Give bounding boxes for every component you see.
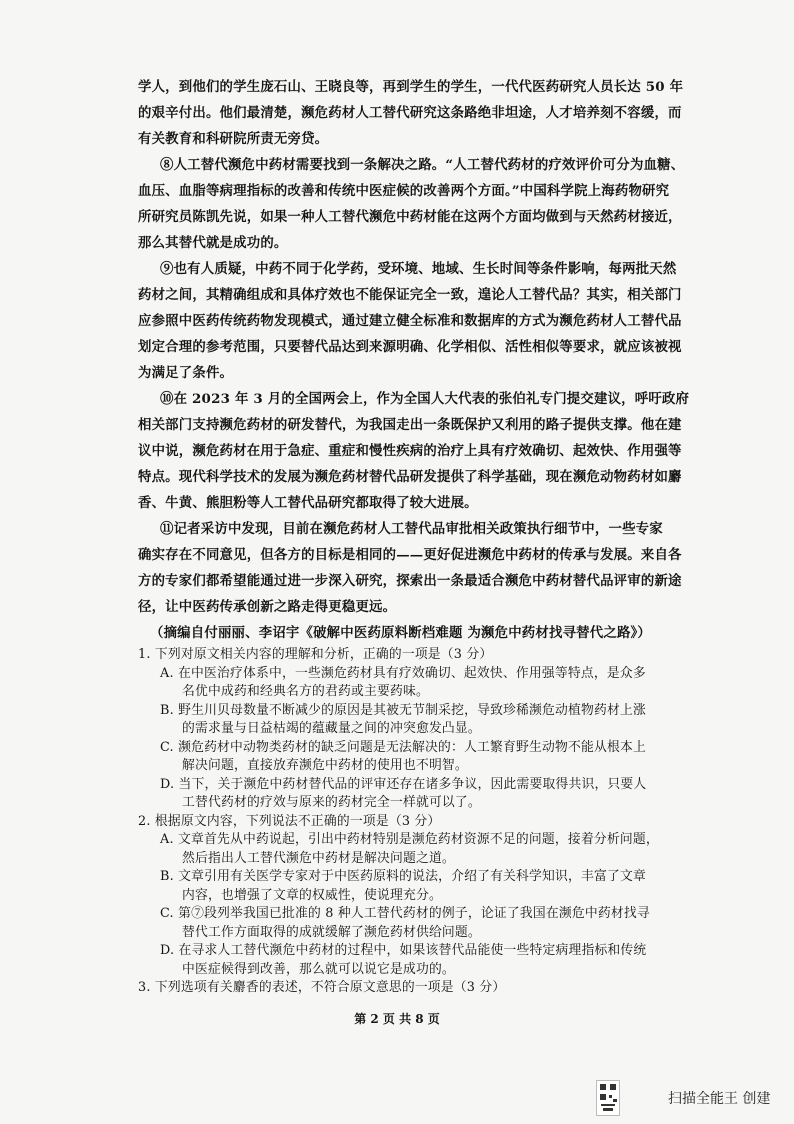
passage-line: ⑪记者采访中发现，目前在濒危药材人工替代品审批相关政策执行细节中，一些专家: [160, 521, 663, 537]
option-line: 替代工作方面取得的成就缓解了濒危药材供给问题。: [182, 924, 481, 940]
option-line: A. 在中医治疗体系中，一些濒危药材具有疗效确切、起效快、作用强等特点，是众多: [160, 665, 646, 681]
passage-line: 那么其替代就是成功的。: [138, 235, 288, 251]
passage-line: 的艰辛付出。他们最清楚，濒危药材人工替代研究这条路绝非坦途，人才培养刻不容缓，而: [138, 105, 682, 121]
passage-line: 有关教育和科研院所责无旁贷。: [138, 131, 329, 147]
passage-line: 划定合理的参考范围，只要替代品达到来源明确、化学相似、活性相似等要求，就应该被视: [138, 339, 682, 355]
passage-line: 学人，到他们的学生庞石山、王晓良等，再到学生的学生，一代代医药研究人员长达 50 年: [138, 79, 684, 95]
page-footer: 第 2 页 共 8 页: [354, 1011, 440, 1026]
option-line: 解决问题，直接放弃濒危中药材的使用也不明智。: [182, 758, 468, 773]
option-line: C. 濒危药材中动物类药材的缺乏问题是无法解决的：人工繁育野生动物不能从根本上: [160, 739, 646, 755]
passage-source: （摘编自付丽丽、李诏宇《破解中医药原料断档难题 为濒危中药材找寻替代之路》）: [150, 625, 652, 641]
passage-line: 为满足了条件。: [138, 365, 234, 381]
question-stem: 3. 下列选项有关麝香的表述，不符合原文意思的一项是（3 分）: [138, 980, 506, 995]
option-line: C. 第⑦段列举我国已批准的 8 种人工替代药材的例子，论证了我国在濒危中药材找寻: [160, 906, 650, 921]
passage-line: 所研究员陈凯先说，如果一种人工替代濒危中药材能在这两个方面均做到与天然药材接近，: [138, 209, 682, 225]
passage-line: ⑩在 2023 年 3 月的全国两会上，作为全国人大代表的张伯礼专门提交建议，呼吁政府: [160, 391, 690, 407]
passage-line: 径，让中医药传承创新之路走得更稳更远。: [138, 599, 397, 615]
passage-line: 应参照中医药传统药物发现模式，通过建立健全标准和数据库的方式为濒危药材人工替代品: [138, 313, 682, 329]
option-line: 工替代药材的疗效与原来的药材完全一样就可以了。: [182, 795, 481, 810]
scanner-watermark: [596, 1080, 776, 1116]
option-line: A. 文章首先从中药说起，引出中药材特别是濒危药材资源不足的问题，接着分析问题，: [160, 832, 659, 847]
passage-line: ⑧人工替代濒危中药材需要找到一条解决之路。“人工替代药材的疗效评价可分为血糖、: [160, 157, 685, 173]
passage-line: 相关部门支持濒危药材的研发替代，为我国走出一条既保护又利用的路子提供支撑。他在建: [138, 417, 682, 433]
scanner-brand: 扫描全能王 创建: [668, 1091, 771, 1107]
option-line: 的需求量与日益枯竭的蕴藏量之间的冲突愈发凸显。: [182, 721, 481, 736]
option-line: 中医症候得到改善，那么就可以说它是成功的。: [182, 961, 455, 977]
passage-line: 方的专家们都希望能通过进一步深入研究，探索出一条最适合濒危中药材替代品评审的新途: [138, 573, 682, 589]
passage-line: 确实存在不同意见，但各方的目标是相同的——更好促进濒危中药材的传承与发展。来自各: [138, 547, 682, 563]
passage-line: 议中说，濒危药材在用于急症、重症和慢性疾病的治疗上具有疗效确切、起效快、作用强等: [138, 443, 682, 459]
question-stem: 2. 根据原文内容，下列说法不正确的一项是（3 分）: [138, 813, 441, 829]
option-line: 然后指出人工替代濒危中药材是解决问题之道。: [182, 850, 455, 866]
option-line: 内容，也增强了文章的权威性，使说理充分。: [182, 887, 442, 903]
question-stem: 1. 下列对原文相关内容的理解和分析，正确的一项是（3 分）: [138, 647, 493, 662]
qr-code-icon: [596, 1080, 620, 1116]
option-line: D. 当下，关于濒危中药材替代品的评审还存在诸多争议，因此需要取得共识，只要人: [160, 776, 647, 792]
passage-line: ⑨也有人质疑，中药不同于化学药，受环境、地域、生长时间等条件影响，每两批天然: [160, 261, 677, 277]
passage-line: 香、牛黄、熊胆粉等人工替代品研究都取得了较大进展。: [138, 495, 478, 511]
passage-line: 血压、血脂等病理指标的改善和传统中医症候的改善两个方面。”中国科学院上海药物研究: [138, 183, 670, 199]
passage-line: 药材之间，其精确组成和具体疗效也不能保证完全一致，遑论人工替代品？其实，相关部门: [138, 287, 682, 303]
option-line: D. 在寻求人工替代濒危中药材的过程中，如果该替代品能使一些特定病理指标和传统: [160, 943, 647, 958]
passage-line: 特点。现代科学技术的发展为濒危药材替代品研发提供了科学基础，现在濒危动物药材如麝: [138, 469, 682, 485]
option-line: B. 野生川贝母数量不断减少的原因是其被无节制采挖，导致珍稀濒危动植物药材上涨: [160, 702, 647, 718]
option-line: B. 文章引用有关医学专家对于中医药原料的说法，介绍了有关科学知识，丰富了文章: [160, 869, 647, 884]
option-line: 名优中成药和经典名方的君药或主要药味。: [182, 684, 429, 699]
scanner-logo-icon: [622, 1082, 664, 1112]
